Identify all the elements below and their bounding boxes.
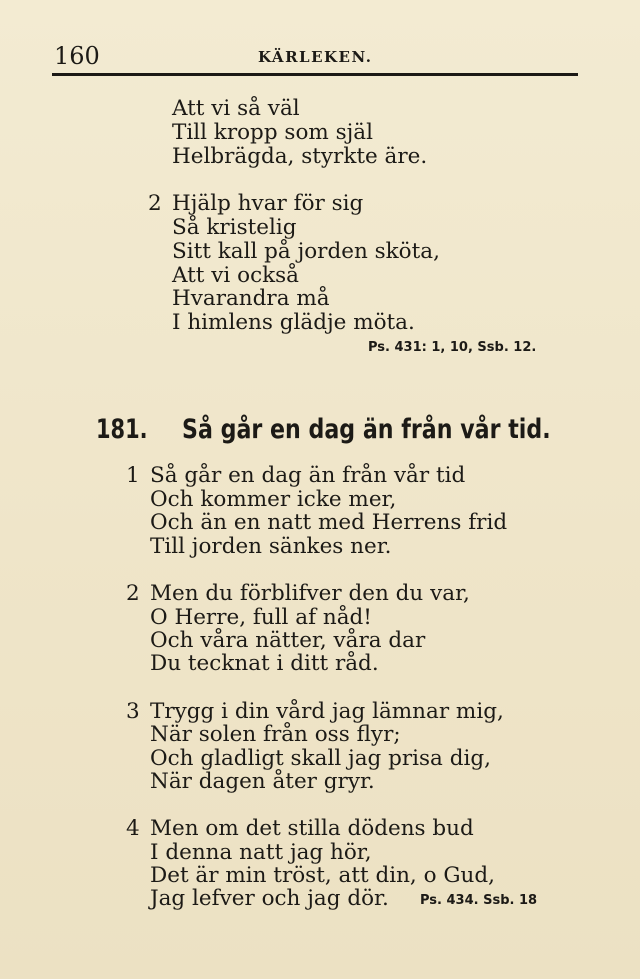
running-head: KÄRLEKEN. <box>258 48 373 66</box>
hymn-title: Så går en dag än från vår tid. <box>182 414 551 445</box>
verse-line: Sitt kall på jorden sköta, <box>172 239 440 264</box>
stanza-number: 2 <box>148 191 162 216</box>
verse-line: Du tecknat i ditt råd. <box>150 651 379 676</box>
verse-line: Men du förblifver den du var, <box>150 581 470 606</box>
verse-line: Så kristelig <box>172 215 297 240</box>
verse-line: Men om det stilla dödens bud <box>150 816 474 841</box>
stanza-number: 3 <box>126 699 140 724</box>
verse-line: Trygg i din vård jag lämnar mig, <box>150 699 504 724</box>
hymn-reference: Ps. 431: 1, 10, Ssb. 12. <box>368 340 537 355</box>
verse-line: Det är min tröst, att din, o Gud, <box>150 863 495 888</box>
verse-line: Helbrägda, styrkte äre. <box>172 144 428 169</box>
verse-line: När dagen åter gryr. <box>150 769 375 794</box>
verse-line: Hvarandra må <box>172 286 330 311</box>
stanza-number: 4 <box>126 816 140 841</box>
stanza-number: 2 <box>126 581 140 606</box>
verse-line: Till jorden sänkes ner. <box>150 534 392 559</box>
verse-line: Jag lefver och jag dör. <box>150 886 389 911</box>
verse-line: Hjälp hvar för sig <box>172 191 364 216</box>
verse-line: I denna natt jag hör, <box>150 840 372 865</box>
verse-line: Och än en natt med Herrens frid <box>150 510 508 535</box>
verse-line: Och gladligt skall jag prisa dig, <box>150 746 491 771</box>
verse-line: Så går en dag än från vår tid <box>150 463 466 488</box>
hymn-reference: Ps. 434. Ssb. 18 <box>420 893 538 908</box>
verse-line: Till kropp som själ <box>172 120 374 145</box>
page-number: 160 <box>54 42 100 70</box>
verse-line: Att vi så väl <box>172 96 300 121</box>
verse-line: O Herre, full af nåd! <box>150 605 372 630</box>
hymn-number: 181. <box>96 414 148 445</box>
header-rule <box>52 73 578 76</box>
verse-line: I himlens glädje möta. <box>172 310 415 335</box>
verse-line: Och kommer icke mer, <box>150 487 397 512</box>
stanza-number: 1 <box>126 463 140 488</box>
verse-line: När solen från oss flyr; <box>150 722 401 747</box>
verse-line: Att vi också <box>172 263 299 288</box>
verse-line: Och våra nätter, våra dar <box>150 628 426 653</box>
